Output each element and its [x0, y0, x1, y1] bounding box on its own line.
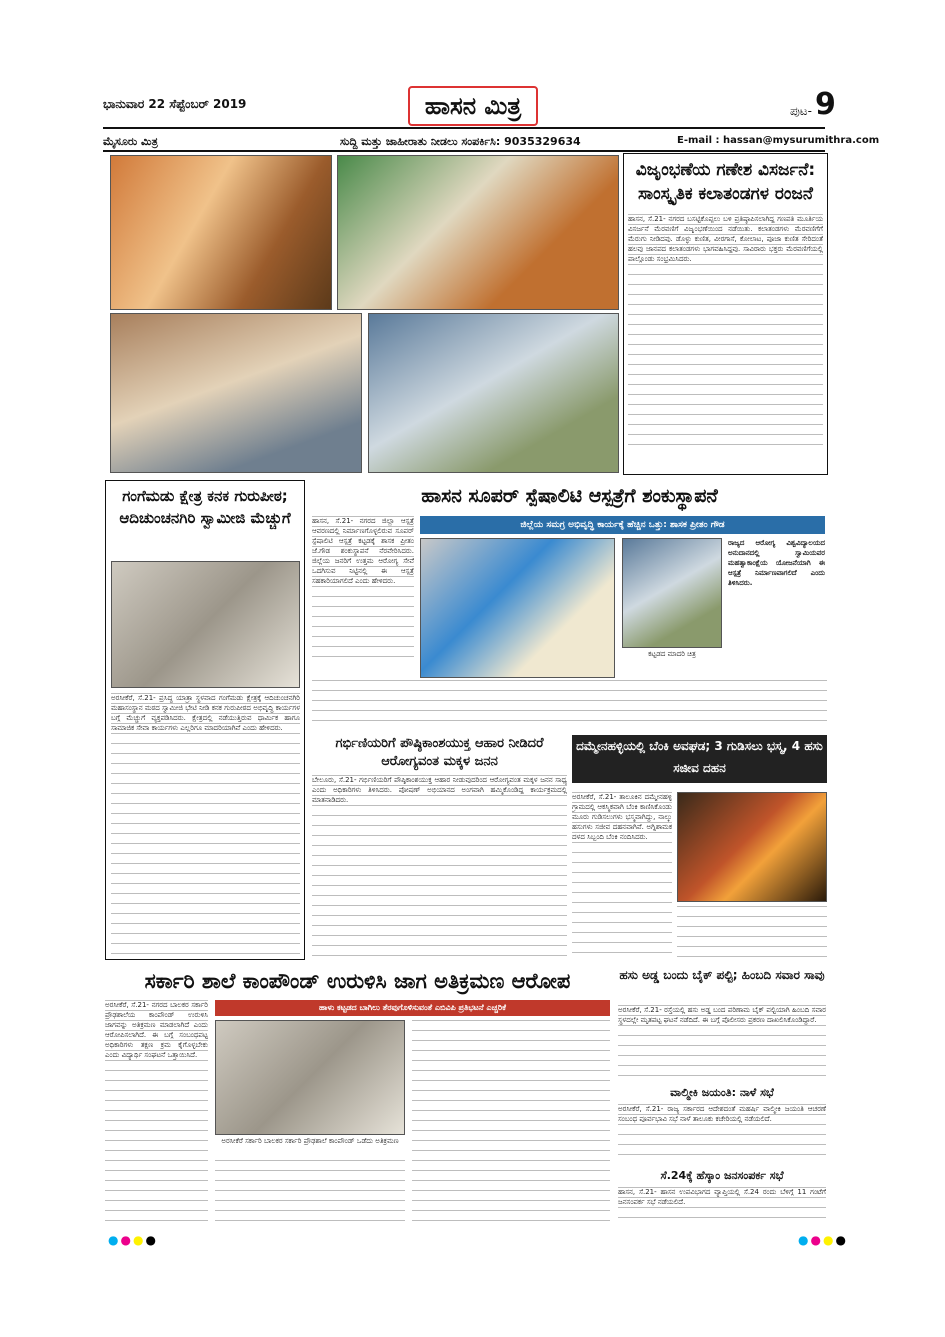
registration-marks-left: ●●●●: [108, 1233, 158, 1247]
folk-dancers-photo: [337, 155, 619, 310]
pregnant-body: ಬೇಲೂರು, ಸೆ.21- ಗರ್ಭಿಣಿಯರಿಗೆ ಪೌಷ್ಠಿಕಾಂಶಯುಕ್ತ ಆಹಾರ ನೀಡುವುದರಿಂದ ಆರೋಗ್ಯವಂತ ಮಕ್ಕಳ ಜನನ ಸಾಧ್ಯ ಎಂದು ಅಧಿಕಾರಿಗಳು ತಿಳಿಸಿದರು. ಪೋಷಣ್ ಅಭಿಯಾನದ ಅಂಗವಾಗಿ ಹಮ್ಮಿಕೊಂಡಿದ್ದ ಕಾರ್ಯಕ್ರಮದಲ್ಲಿ ಮಾತನಾಡಿದರು.: [312, 775, 567, 960]
valmiki-headline: ವಾಲ್ಮೀಕಿ ಜಯಂತಿ: ನಾಳೆ ಸಭೆ: [670, 1086, 774, 1099]
decorated-cart-photo: [110, 313, 362, 473]
compound-headline: ಸರ್ಕಾರಿ ಶಾಲೆ ಕಾಂಪೌಂಡ್ ಉರುಳಿಸಿ ಜಾಗ ಅತಿಕ್ರಮಣ ಆರೋಪ: [144, 969, 571, 993]
fire-photo: [677, 792, 827, 902]
compound-subhead: ಹಾಳು ಕಟ್ಟಡದ ಬಾಗಿಲು ತೆರವುಗೊಳಿಸುವಂತೆ ಎಬಿವಿಪಿ ಪ್ರತಿಭಟನೆ ಎಚ್ಚರಿಕೆ: [215, 1000, 610, 1016]
ganesha-body: ಹಾಸನ, ಸೆ.21- ನಗರದ ಬಸಟ್ಟಿಕೊಪ್ಪಲು ಬಳಿ ಪ್ರತಿಷ್ಠಾಪಿಸಲಾಗಿದ್ದ ಗಣಪತಿ ಮೂರ್ತಿಯ ವಿಸರ್ಜನೆ ಮೆರವಣಿಗೆ ವಿಜೃಂಭಣೆಯಿಂದ ನಡೆಯಿತು. ಕಲಾತಂಡಗಳು ಮೆರವಣಿಗೆಗೆ ಮೆರುಗು ನೀಡಿದವು. ಡೊಳ್ಳು ಕುಣಿತ, ವೀರಗಾಸೆ, ಕೋಲಾಟ, ಪೂಜಾ ಕುಣಿತ ಸೇರಿದಂತೆ ಹಲವು ಜಾನಪದ ಕಲಾತಂಡಗಳು ಭಾಗವಹಿಸಿದ್ದವು. ಸಾವಿರಾರು ಭಕ್ತರು ಮೆರವಣಿಗೆಯಲ್ಲಿ ಪಾಲ್ಗೊಂಡು ಸಂಭ್ರಮಿಸಿದರು.: [628, 214, 823, 450]
contact-line: ಸುದ್ದಿ ಮತ್ತು ಜಾಹೀರಾತು ನೀಡಲು ಸಂಪರ್ಕಿಸಿ: 9035329634: [340, 135, 581, 148]
subheader-rule: [103, 150, 825, 152]
compound-wall-photo: [215, 1020, 405, 1135]
fire-body: ಅರಸೀಕೆರೆ, ಸೆ.21- ತಾಲೂಕಿನ ದಮ್ಮೇನಹಳ್ಳಿ ಗ್ರಾಮದಲ್ಲಿ ಆಕಸ್ಮಿಕವಾಗಿ ಬೆಂಕಿ ಕಾಣಿಸಿಕೊಂಡು ಮೂರು ಗುಡಿಸಲುಗಳು ಭಸ್ಮವಾಗಿದ್ದು, ನಾಲ್ಕು ಹಸುಗಳು ಸಜೀವ ದಹನವಾಗಿವೆ. ಅಗ್ನಿಶಾಮಕ ದಳದ ಸಿಬ್ಬಂದಿ ಬೆಂಕಿ ನಂದಿಸಿದರು.: [572, 792, 672, 960]
swamiji-headline: ಗಂಗೆಮಡು ಕ್ಷೇತ್ರ ಕನಕ ಗುರುಪೀಠ; ಆದಿಚುಂಚನಗಿರಿ ಸ್ವಾಮೀಜಿ ಮೆಚ್ಚುಗೆ: [119, 487, 291, 527]
ganesha-headline: ವಿಜೃಂಭಣೆಯ ಗಣೇಶ ವಿಸರ್ಜನೆ: ಸಾಂಸ್ಕೃತಿಕ ಕಲಾತಂಡಗಳ ರಂಜನೆ: [635, 160, 816, 204]
header-rule: [103, 127, 825, 129]
accident-body: ಅರಸೀಕೆರೆ, ಸೆ.21- ರಸ್ತೆಯಲ್ಲಿ ಹಸು ಅಡ್ಡ ಬಂದ ಪರಿಣಾಮ ಬೈಕ್ ಪಲ್ಟಿಯಾಗಿ ಹಿಂಬದಿ ಸವಾರ ಸ್ಥಳದಲ್ಲೇ ಮೃತಪಟ್ಟ ಘಟನೆ ನಡೆದಿದೆ. ಈ ಬಗ್ಗೆ ಪೊಲೀಸರು ಪ್ರಕರಣ ದಾಖಲಿಸಿಕೊಂಡಿದ್ದಾರೆ.: [618, 1005, 826, 1083]
compound-body-3: [215, 1160, 405, 1225]
page-number: 9: [815, 87, 836, 122]
pregnant-headline: ಗರ್ಭಿಣಿಯರಿಗೆ ಪೌಷ್ಠಿಕಾಂಶಯುಕ್ತ ಆಹಾರ ನೀಡಿದರೆ ಆರೋಗ್ಯವಂತ ಮಕ್ಕಳ ಜನನ: [335, 736, 544, 769]
meeting-headline: ಸೆ.24ಕ್ಕೆ ಹೆಸ್ಕಾಂ ಜನಸಂಪರ್ಕ ಸಭೆ: [660, 1169, 784, 1182]
compound-body: ಅರಸೀಕೆರೆ, ಸೆ.21- ನಗರದ ಬಾಲಕರ ಸರ್ಕಾರಿ ಪ್ರೌಢಶಾಲೆಯ ಕಾಂಪೌಂಡ್ ಉರುಳಿಸಿ ಜಾಗವನ್ನು ಅತಿಕ್ರಮಣ ಮಾಡಲಾಗಿದೆ ಎಂದು ಆರೋಪಿಸಲಾಗಿದೆ. ಈ ಬಗ್ಗೆ ಸಂಬಂಧಪಟ್ಟ ಅಧಿಕಾರಿಗಳು ತಕ್ಷಣ ಕ್ರಮ ಕೈಗೊಳ್ಳಬೇಕು ಎಂದು ವಿದ್ಯಾರ್ಥಿ ಸಂಘಟನೆ ಒತ್ತಾಯಿಸಿದೆ.: [105, 1000, 208, 1225]
swamiji-body: ಅರಸೀಕೆರೆ, ಸೆ.21- ಪ್ರಸಿದ್ಧ ಯಾತ್ರಾ ಸ್ಥಳವಾದ ಗಂಗೆಮಡು ಕ್ಷೇತ್ರಕ್ಕೆ ಆದಿಚುಂಚನಗಿರಿ ಮಹಾಸಂಸ್ಥಾನ ಮಠದ ಸ್ವಾಮೀಜಿ ಭೇಟಿ ನೀಡಿ ಕನಕ ಗುರುಪೀಠದ ಅಭಿವೃದ್ಧಿ ಕಾರ್ಯಗಳ ಬಗ್ಗೆ ಮೆಚ್ಚುಗೆ ವ್ಯಕ್ತಪಡಿಸಿದರು. ಕ್ಷೇತ್ರದಲ್ಲಿ ನಡೆಯುತ್ತಿರುವ ಧಾರ್ಮಿಕ ಹಾಗೂ ಸಾಮಾಜಿಕ ಸೇವಾ ಕಾರ್ಯಗಳು ಎಲ್ಲರಿಗೂ ಮಾದರಿಯಾಗಿವೆ ಎಂದು ಹೇಳಿದರು.: [111, 693, 300, 955]
masthead-title: ಹಾಸನ ಮಿತ್ರ: [408, 86, 538, 126]
page-label: ಪುಟ-: [790, 104, 812, 118]
hospital-subhead: ಜಿಲ್ಲೆಯ ಸಮಗ್ರ ಅಭಿವೃದ್ಧಿ ಕಾರ್ಯಕ್ಕೆ ಹೆಚ್ಚಿನ ಒತ್ತು: ಶಾಸಕ ಪ್ರೀತಂ ಗೌಡ: [420, 516, 825, 534]
registration-marks-right: ●●●●: [798, 1233, 848, 1247]
hospital-body-lower: [312, 680, 827, 728]
hospital-model-caption: ಕಟ್ಟಡದ ಮಾದರಿ ಚಿತ್ರ: [648, 650, 696, 658]
swamiji-photo: [111, 561, 300, 688]
hospital-headline: ಹಾಸನ ಸೂಪರ್ ಸ್ಪೆಷಾಲಿಟಿ ಆಸ್ಪತ್ರೆಗೆ ಶಂಕುಸ್ಥಾಪನೆ: [421, 485, 718, 507]
bullock-procession-photo: [368, 313, 619, 473]
groundbreaking-photo: [420, 538, 615, 678]
ganesha-story-box: [623, 153, 828, 475]
swamiji-story-box: [105, 480, 305, 960]
hospital-model-photo: [622, 538, 722, 648]
meeting-body: ಹಾಸನ, ಸೆ.21- ಹಾಸನ ಉಪವಿಭಾಗದ ವ್ಯಾಪ್ತಿಯಲ್ಲಿ ಸೆ.24 ರಂದು ಬೆಳಿಗ್ಗೆ 11 ಗಂಟೆಗೆ ಜನಸಂಪರ್ಕ ಸಭೆ ನಡೆಯಲಿದೆ.: [618, 1187, 826, 1225]
accident-headline: ಹಸು ಅಡ್ಡ ಬಂದು ಬೈಕ್ ಪಲ್ಟಿ; ಹಿಂಬದಿ ಸವಾರ ಸಾವು: [619, 968, 825, 982]
hospital-body-col1: ಹಾಸನ, ಸೆ.21- ನಗರದ ಜಿಲ್ಲಾ ಆಸ್ಪತ್ರೆ ಆವರಣದಲ್ಲಿ ನಿರ್ಮಾಣಗೊಳ್ಳಲಿರುವ ಸೂಪರ್ ಸ್ಪೆಷಾಲಿಟಿ ಆಸ್ಪತ್ರೆ ಕಟ್ಟಡಕ್ಕೆ ಶಾಸಕ ಪ್ರೀತಂ ಜೆ.ಗೌಡ ಶಂಕುಸ್ಥಾಪನೆ ನೆರವೇರಿಸಿದರು. ಜಿಲ್ಲೆಯ ಜನರಿಗೆ ಉತ್ತಮ ಆರೋಗ್ಯ ಸೇವೆ ಒದಗಿಸುವ ನಿಟ್ಟಿನಲ್ಲಿ ಈ ಆಸ್ಪತ್ರೆ ಸಹಕಾರಿಯಾಗಲಿದೆ ಎಂದು ಹೇಳಿದರು.: [312, 516, 414, 666]
fire-body-2: [677, 906, 827, 960]
ganesha-idol-photo: [110, 155, 332, 310]
fire-headline: ದಮ್ಮೇನಹಳ್ಳಿಯಲ್ಲಿ ಬೆಂಕಿ ಅವಘಡ; 3 ಗುಡಿಸಲು ಭಸ್ಮ, 4 ಹಸು ಸಜೀವ ದಹನ: [572, 735, 827, 783]
paper-name: ಮೈಸೂರು ಮಿತ್ರ: [103, 135, 158, 148]
email-line: E-mail : hassan@mysurumithra.com: [677, 135, 880, 146]
compound-body-2: [412, 1020, 610, 1225]
compound-caption: ಅರಸೀಕೆರೆ ಸರ್ಕಾರಿ ಬಾಲಕರ ಸರ್ಕಾರಿ ಪ್ರೌಢಶಾಲೆ ಕಾಂಪೌಂಡ್ ಒಡೆದು ಅತಿಕ್ರಮಣ: [221, 1137, 399, 1145]
issue-date: ಭಾನುವಾರ 22 ಸೆಪ್ಟೆಂಬರ್ 2019: [103, 97, 247, 111]
hospital-sidebar: ರಾಜ್ಯದ ಆರೋಗ್ಯ ವಿಶ್ವವಿದ್ಯಾಲಯದ ಅನುದಾನದಲ್ಲಿ ಸ್ವಾಮಿಯವರ ಮಹತ್ವಾಕಾಂಕ್ಷೆಯ ಯೋಜನೆಯಾಗಿ ಈ ಆಸ್ಪತ್ರೆ ನಿರ್ಮಾಣವಾಗಲಿದೆ ಎಂದು ತಿಳಿಸಿದರು.: [728, 539, 825, 587]
valmiki-body: ಅರಸೀಕೆರೆ, ಸೆ.21- ರಾಜ್ಯ ಸರ್ಕಾರದ ಆದೇಶದಂತೆ ಮಹರ್ಷಿ ವಾಲ್ಮೀಕಿ ಜಯಂತಿ ಆಚರಣೆ ಸಂಬಂಧ ಪೂರ್ವಭಾವಿ ಸಭೆ ನಾಳೆ ತಾಲೂಕು ಕಚೇರಿಯಲ್ಲಿ ನಡೆಯಲಿದೆ.: [618, 1104, 826, 1164]
